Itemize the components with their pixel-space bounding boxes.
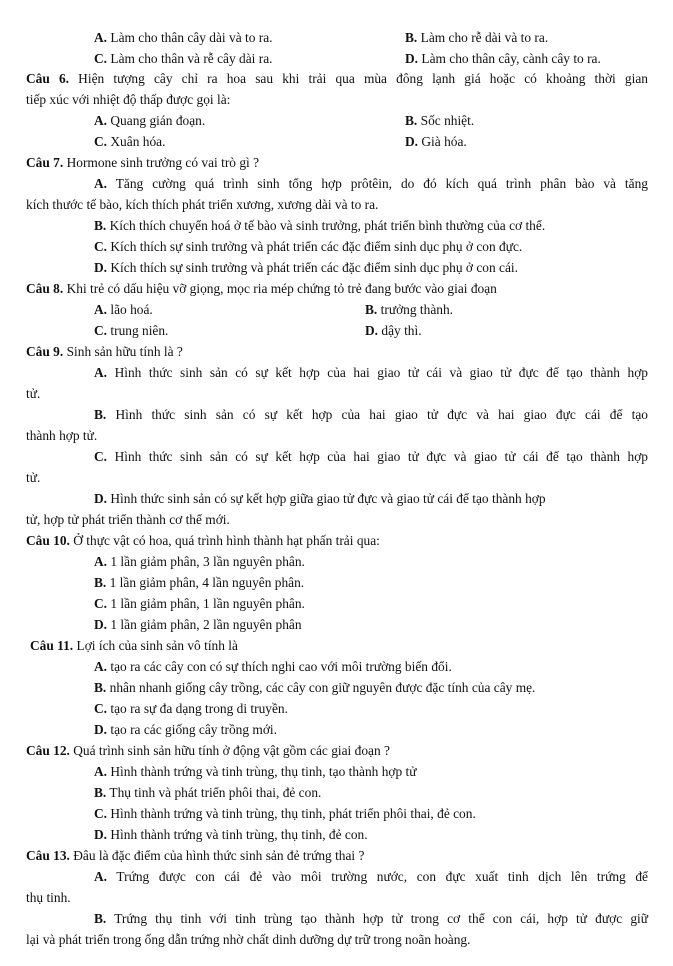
option-text: Thụ tinh và phát triển phôi thai, đẻ con. (109, 785, 322, 800)
option-label: A. (94, 554, 108, 569)
question-label: Câu 7. (26, 155, 64, 170)
option-label: B. (405, 30, 418, 45)
option-text: tạo ra các giống cây trồng mới. (110, 722, 277, 737)
option-text: Hình thành trứng và tinh trùng, thụ tinh, tạo thành hợp tử (110, 764, 417, 779)
option-label: D. (405, 51, 419, 66)
question-text: Lợi ích của sinh sản vô tính là (76, 638, 238, 653)
option-label: C. (94, 239, 108, 254)
option-label: B. (405, 113, 418, 128)
question-text: Ở thực vật có hoa, quá trình hình thành hạt phấn trải qua: (73, 533, 380, 548)
option-label: B. (94, 407, 107, 422)
option-label: A. (94, 869, 108, 884)
option-label: B. (365, 302, 378, 317)
option-text: Xuân hóa. (110, 134, 166, 149)
q12-option-a (94, 764, 417, 780)
option-label: C. (94, 596, 108, 611)
q5-option-a (94, 30, 273, 46)
q8-option-b (365, 302, 453, 318)
q9-option-b-line2: thành hợp tử. (26, 428, 98, 443)
option-label: C. (94, 449, 108, 464)
question-label: Câu 12. (26, 743, 70, 758)
q8-option-d (365, 323, 422, 339)
q9-option-d-line2: tử, hợp tử phát triển thành cơ thể mới. (26, 512, 230, 527)
option-text: Làm cho thân và rễ cây dài ra. (110, 51, 273, 66)
question-text: Hiện tượng cây chỉ ra hoa sau khi trải qua mùa đông lạnh giá hoặc có khoảng thời gian (78, 71, 648, 86)
question-text: Đâu là đặc điểm của hình thức sinh sản đẻ trứng thai ? (73, 848, 365, 863)
q10-option-c (94, 596, 305, 612)
q9-option-c-line1 (94, 449, 648, 465)
option-label: A. (94, 764, 108, 779)
question-label: Câu 13. (26, 848, 70, 863)
option-label: C. (94, 51, 108, 66)
q11-stem (30, 638, 238, 654)
q10-option-a (94, 554, 305, 570)
option-label: B. (94, 785, 107, 800)
option-text: lão hoá. (110, 302, 153, 317)
option-text: Hình thức sinh sản có sự kết hợp của hai giao tử đực và giao tử cái để tạo thành hợp (114, 449, 648, 464)
option-text: Làm cho thân cây dài và to ra. (110, 30, 273, 45)
q13-option-b-line1 (94, 911, 648, 927)
q11-option-a (94, 659, 452, 675)
q12-option-d (94, 827, 368, 843)
option-text: Hình thức sinh sản có sự kết hợp giữa giao tử đực và giao tử cái để tạo thành hợp (110, 491, 546, 506)
q10-option-d (94, 617, 302, 633)
q9-option-a-line1 (94, 365, 648, 381)
option-label: C. (94, 806, 108, 821)
option-text: Hình thành trứng và tinh trùng, thụ tinh, phát triển phôi thai, đẻ con. (110, 806, 476, 821)
option-text: Hình thành trứng và tinh trùng, thụ tinh, đẻ con. (110, 827, 368, 842)
question-label: Câu 11. (30, 638, 74, 653)
q11-option-c (94, 701, 288, 717)
q6-option-d (405, 134, 467, 150)
option-text: Quang gián đoạn. (110, 113, 206, 128)
q7-option-d (94, 260, 518, 276)
q12-stem (26, 743, 390, 759)
option-text: 1 lần giảm phân, 1 lần nguyên phân. (110, 596, 305, 611)
q6-stem-line2: tiếp xúc với nhiệt độ thấp được gọi là: (26, 92, 231, 107)
option-text: Làm cho rễ dài và to ra. (420, 30, 549, 45)
option-text: dậy thì. (381, 323, 422, 338)
q12-option-c (94, 806, 476, 822)
option-text: tạo ra các cây con có sự thích nghi cao với môi trường biến đổi. (110, 659, 452, 674)
option-label: A. (94, 302, 108, 317)
option-text: trung niên. (110, 323, 169, 338)
option-label: D. (94, 827, 108, 842)
q10-stem (26, 533, 380, 549)
q13-option-a-line1 (94, 869, 648, 885)
q13-option-b-line2: lại và phát triển trong ống dẫn trứng nhờ chất dinh dưỡng dự trữ trong noãn hoàng. (26, 932, 471, 947)
q5-option-c (94, 51, 272, 67)
option-text: Già hóa. (421, 134, 467, 149)
question-text: Sinh sản hữu tính là ? (66, 344, 183, 359)
q9-stem (26, 344, 183, 360)
option-label: B. (94, 680, 107, 695)
q6-option-b (405, 113, 474, 129)
option-text: nhân nhanh giống cây trồng, các cây con giữ nguyên được đặc tính của cây mẹ. (109, 680, 536, 695)
q5-option-b (405, 30, 548, 46)
option-label: C. (94, 701, 108, 716)
option-text: Kích thích chuyển hoá ở tế bào và sinh trưởng, phát triển bình thường của cơ thể. (109, 218, 546, 233)
option-label: A. (94, 659, 108, 674)
option-label: A. (94, 113, 108, 128)
question-text: Khi trẻ có dấu hiệu vỡ giọng, mọc ria mép chứng tỏ trẻ đang bước vào giai đoạn (66, 281, 497, 296)
option-label: D. (405, 134, 419, 149)
q13-stem (26, 848, 364, 864)
q10-option-b (94, 575, 304, 591)
option-text: 1 lần giảm phân, 2 lần nguyên phân (110, 617, 302, 632)
option-label: C. (94, 323, 108, 338)
q6-stem-line1 (26, 71, 648, 87)
q6-option-a (94, 113, 205, 129)
option-text: Sốc nhiệt. (420, 113, 475, 128)
option-label: A. (94, 176, 108, 191)
option-text: Trứng thụ tinh với tinh trùng tạo thành hợp tử trong cơ thể con cái, hợp tử được giữ (114, 911, 648, 926)
q7-option-b (94, 218, 545, 234)
option-label: C. (94, 134, 108, 149)
question-label: Câu 8. (26, 281, 64, 296)
option-text: trưởng thành. (380, 302, 453, 317)
option-text: Làm cho thân cây, cành cây to ra. (421, 51, 601, 66)
question-label: Câu 9. (26, 344, 64, 359)
option-label: B. (94, 575, 107, 590)
option-text: Hình thức sinh sản có sự kết hợp của hai giao tử đực và hai giao đực cái để tạo (115, 407, 648, 422)
option-label: A. (94, 30, 108, 45)
q12-option-b (94, 785, 321, 801)
question-label: Câu 6. (26, 71, 70, 86)
q11-option-b (94, 680, 535, 696)
option-text: 1 lần giảm phân, 3 lần nguyên phân. (110, 554, 305, 569)
question-text: Hormone sinh trưởng có vai trò gì ? (66, 155, 260, 170)
option-label: B. (94, 218, 107, 233)
option-text: Kích thích sự sinh trưởng và phát triển các đặc điểm sinh dục phụ ở con cái. (110, 260, 518, 275)
option-text: Tăng cường quá trình sinh tổng hợp prôtêin, do đó kích quá trình phân bào và tăng (115, 176, 648, 191)
option-label: D. (94, 722, 108, 737)
option-label: B. (94, 911, 107, 926)
option-text: Trứng được con cái đẻ vào môi trường nước, con đực xuất tinh dịch lên trứng để (116, 869, 648, 884)
option-label: A. (94, 365, 108, 380)
option-text: Hình thức sinh sản có sự kết hợp của hai giao tử cái và giao tử đực để tạo thành hợp (114, 365, 648, 380)
q8-stem (26, 281, 497, 297)
q9-option-a-line2: tử. (26, 386, 41, 401)
option-label: D. (94, 617, 108, 632)
q5-option-d (405, 51, 601, 67)
option-label: D. (94, 260, 108, 275)
q13-option-a-line2: thụ tinh. (26, 890, 71, 905)
question-text: Quá trình sinh sản hữu tính ở động vật gồm các giai đoạn ? (73, 743, 390, 758)
q7-option-a-line2: kích thước tế bào, kích thích phát triển xương, xương dài và to ra. (26, 197, 379, 212)
question-label: Câu 10. (26, 533, 70, 548)
option-text: Kích thích sự sinh trưởng và phát triển các đặc điểm sinh dục phụ ở con đực. (110, 239, 523, 254)
q9-option-c-line2: tử. (26, 470, 41, 485)
option-text: 1 lần giảm phân, 4 lần nguyên phân. (109, 575, 305, 590)
q8-option-a (94, 302, 153, 318)
q9-option-d-line1 (94, 491, 546, 507)
q6-option-c (94, 134, 165, 150)
q7-option-c (94, 239, 522, 255)
option-label: D. (365, 323, 379, 338)
q8-option-c (94, 323, 168, 339)
q9-option-b-line1 (94, 407, 648, 423)
q11-option-d (94, 722, 277, 738)
option-text: tạo ra sự đa dạng trong di truyền. (110, 701, 288, 716)
option-label: D. (94, 491, 108, 506)
q7-option-a-line1 (94, 176, 648, 192)
q7-stem (26, 155, 259, 171)
